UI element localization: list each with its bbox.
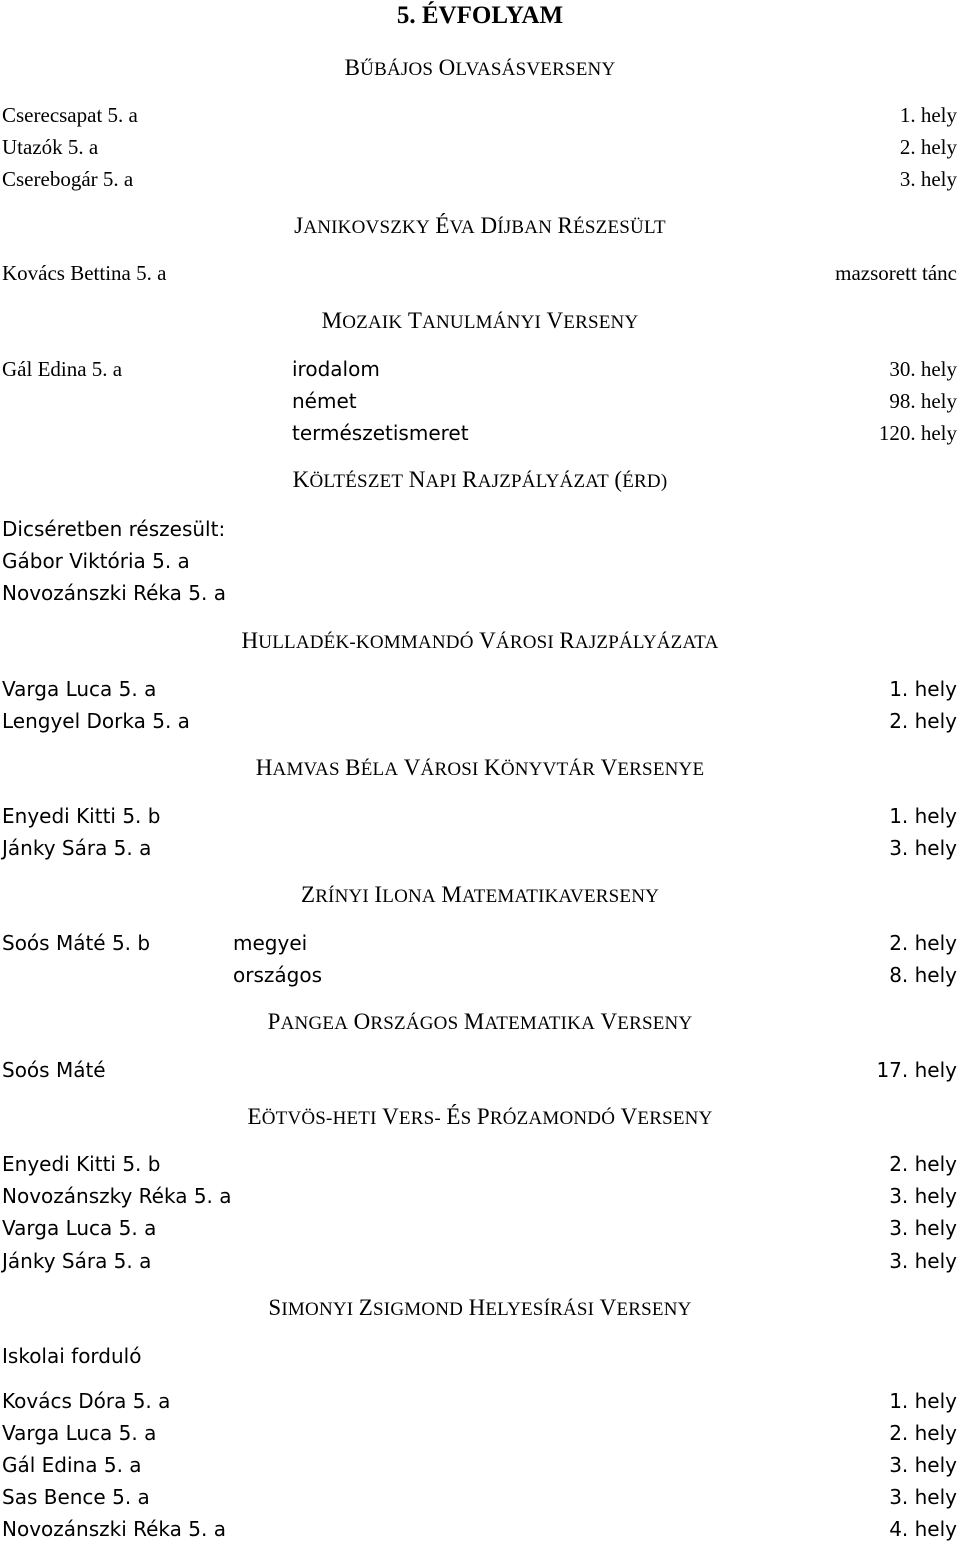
entrant-name: Soós Máté 5. b bbox=[2, 931, 151, 955]
entrant-name: Gál Edina 5. a bbox=[2, 1453, 142, 1477]
result-row bbox=[0, 801, 957, 831]
entrant-name: Novozánszki Réka 5. a bbox=[2, 1517, 226, 1541]
result-row bbox=[0, 1514, 957, 1544]
entrant-name: Novozánszky Réka 5. a bbox=[2, 1184, 232, 1208]
section-heading-hulladek: HULLADÉK-KOMMANDÓ VÁROSI RAJZPÁLYÁZATA bbox=[241, 628, 719, 653]
placement: 98. hely bbox=[889, 389, 957, 413]
placement: 3. hely bbox=[889, 1184, 957, 1208]
placement: 30. hely bbox=[889, 357, 957, 381]
placement: 2. hely bbox=[889, 931, 957, 955]
result-row bbox=[0, 354, 957, 384]
placement: 3. hely bbox=[899, 167, 957, 191]
entrant-name: Sas Bence 5. a bbox=[2, 1485, 150, 1509]
section-heading-eotvos: EÖTVÖS-HETI VERS- ÉS PRÓZAMONDÓ VERSENY bbox=[247, 1104, 713, 1129]
text-line bbox=[0, 1341, 957, 1371]
result-row bbox=[0, 1450, 957, 1480]
subject: természetismeret bbox=[292, 421, 469, 445]
entrant-name: Jánky Sára 5. a bbox=[2, 836, 152, 860]
result-row bbox=[0, 132, 957, 162]
commendation-label: Dicséretben részesült: bbox=[2, 517, 226, 541]
section-heading-janikovszky: JANIKOVSZKY ÉVA DÍJBAN RÉSZESÜLT bbox=[294, 213, 666, 238]
placement: 4. hely bbox=[889, 1517, 957, 1541]
result-row bbox=[0, 1482, 957, 1512]
entrant-name: Kovács Dóra 5. a bbox=[2, 1389, 171, 1413]
placement: 3. hely bbox=[889, 1249, 957, 1273]
result-row bbox=[0, 960, 957, 990]
round-label: Iskolai forduló bbox=[2, 1344, 142, 1368]
result-row bbox=[0, 100, 957, 130]
section-heading-pangea: PANGEA ORSZÁGOS MATEMATIKA VERSENY bbox=[267, 1009, 693, 1034]
placement: 1. hely bbox=[889, 1389, 957, 1413]
section-heading-zrinyi: ZRÍNYI ILONA MATEMATIKAVERSENY bbox=[300, 882, 660, 907]
section-heading-hamvas: HAMVAS BÉLA VÁROSI KÖNYVTÁR VERSENYE bbox=[255, 755, 705, 780]
entrant-name: Enyedi Kitti 5. b bbox=[2, 1152, 161, 1176]
placement: 2. hely bbox=[889, 1421, 957, 1445]
placement: 17. hely bbox=[876, 1058, 957, 1082]
placement: 2. hely bbox=[889, 1152, 957, 1176]
entrant-name: Jánky Sára 5. a bbox=[2, 1249, 152, 1273]
page-title: 5. ÉVFOLYAM bbox=[396, 2, 564, 29]
result-row bbox=[0, 928, 957, 958]
entrant-name: Soós Máté bbox=[2, 1058, 106, 1082]
result-row bbox=[0, 258, 957, 288]
placement: 2. hely bbox=[889, 709, 957, 733]
result-row bbox=[0, 386, 957, 416]
entrant-name: Enyedi Kitti 5. b bbox=[2, 804, 161, 828]
entrant-name: Cserebogár 5. a bbox=[2, 167, 134, 191]
competition-level: országos bbox=[233, 963, 322, 987]
placement: 1. hely bbox=[889, 677, 957, 701]
placement: 3. hely bbox=[889, 1453, 957, 1477]
result-row bbox=[0, 706, 957, 736]
entrant-name: Lengyel Dorka 5. a bbox=[2, 709, 190, 733]
subject: német bbox=[292, 389, 357, 413]
entrant-name: Utazók 5. a bbox=[2, 135, 99, 159]
placement: 1. hely bbox=[889, 804, 957, 828]
entrant-name: Cserecsapat 5. a bbox=[2, 103, 138, 127]
result-row bbox=[0, 1055, 957, 1085]
text-line bbox=[0, 546, 957, 576]
subject: irodalom bbox=[292, 357, 380, 381]
result-row bbox=[0, 1181, 957, 1211]
placement: 3. hely bbox=[889, 836, 957, 860]
placement: 120. hely bbox=[878, 421, 957, 445]
placement: 1. hely bbox=[899, 103, 957, 127]
placement: 8. hely bbox=[889, 963, 957, 987]
result-row bbox=[0, 418, 957, 448]
placement: 3. hely bbox=[889, 1485, 957, 1509]
section-heading-kolteszet: KÖLTÉSZET NAPI RAJZPÁLYÁZAT (ÉRD) bbox=[292, 467, 668, 492]
result-row bbox=[0, 1418, 957, 1448]
entrant-name: Gál Edina 5. a bbox=[2, 357, 123, 381]
result-row bbox=[0, 1149, 957, 1179]
text-line bbox=[0, 514, 957, 544]
competition-level: megyei bbox=[233, 931, 308, 955]
result-row bbox=[0, 1246, 957, 1276]
entrant-name: Varga Luca 5. a bbox=[2, 677, 157, 701]
section-heading-bubajos: BŰBÁJOS OLVASÁSVERSENY bbox=[344, 55, 616, 80]
award-category: mazsorett tánc bbox=[835, 261, 957, 285]
result-row bbox=[0, 1386, 957, 1416]
result-row bbox=[0, 674, 957, 704]
text-line bbox=[0, 578, 957, 608]
entrant-name: Varga Luca 5. a bbox=[2, 1421, 157, 1445]
result-row bbox=[0, 833, 957, 863]
placement: 2. hely bbox=[899, 135, 957, 159]
entrant-name: Gábor Viktória 5. a bbox=[2, 549, 190, 573]
entrant-name: Kovács Bettina 5. a bbox=[2, 261, 167, 285]
result-row bbox=[0, 1213, 957, 1243]
section-heading-simonyi: SIMONYI ZSIGMOND HELYESÍRÁSI VERSENY bbox=[268, 1295, 692, 1320]
entrant-name: Varga Luca 5. a bbox=[2, 1216, 157, 1240]
result-row bbox=[0, 164, 957, 194]
placement: 3. hely bbox=[889, 1216, 957, 1240]
entrant-name: Novozánszki Réka 5. a bbox=[2, 581, 226, 605]
section-heading-mozaik: MOZAIK TANULMÁNYI VERSENY bbox=[321, 308, 639, 333]
